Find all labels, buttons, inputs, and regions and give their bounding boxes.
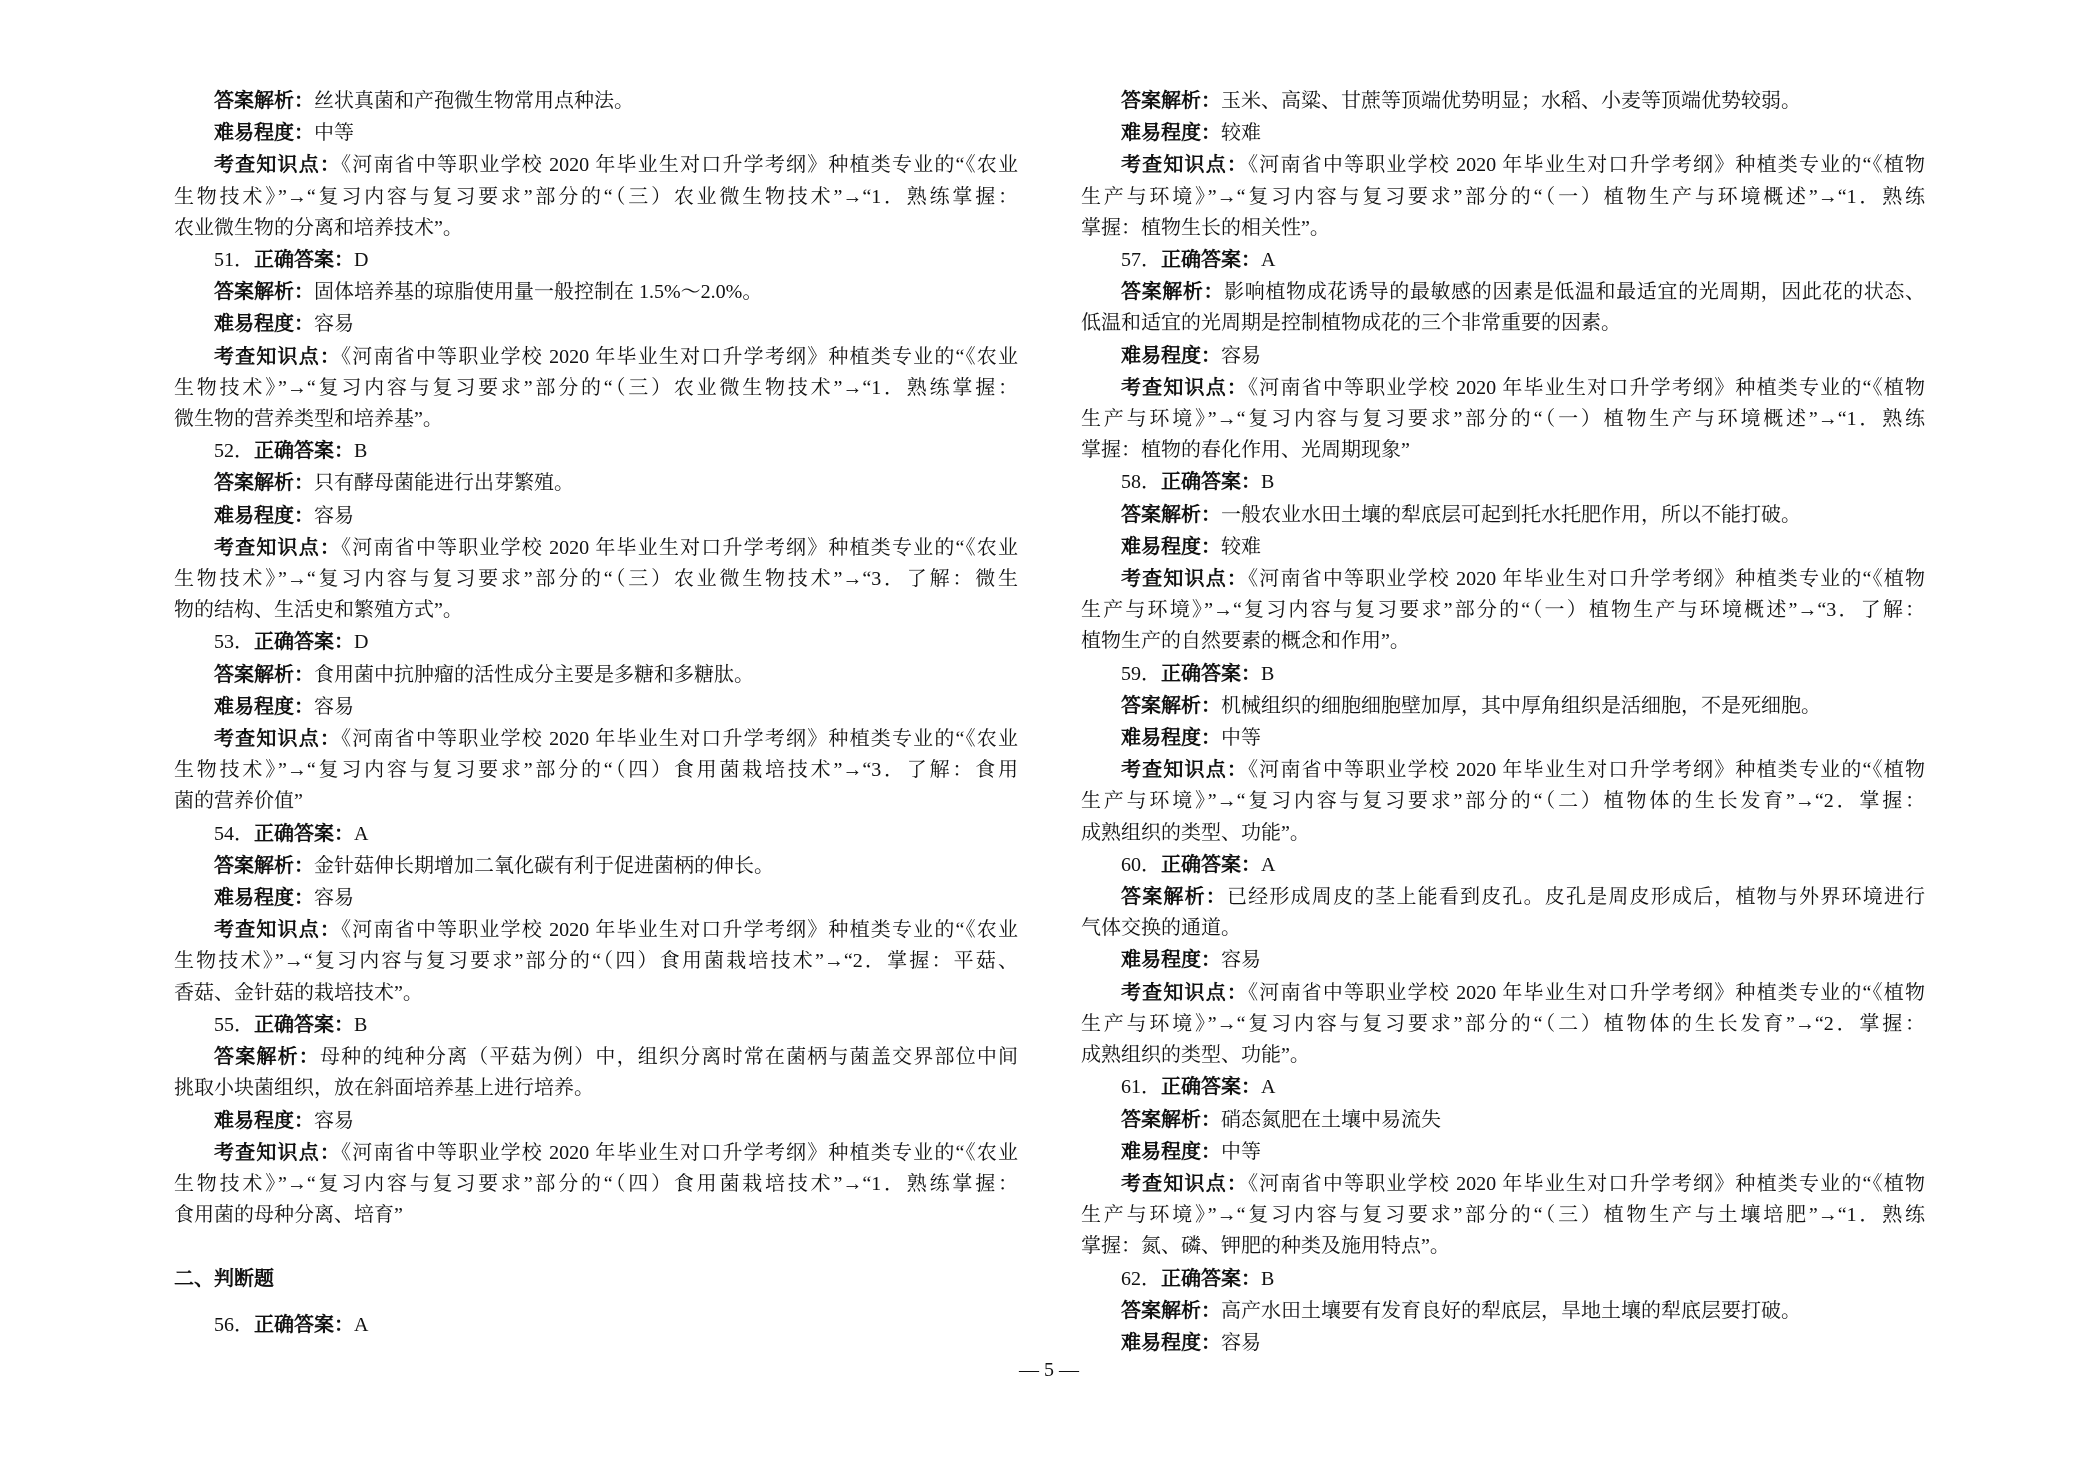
difficulty-level-label: 难易程度：	[214, 1107, 314, 1132]
knowledge-point	[1081, 149, 1925, 244]
answer-explanation-line	[1081, 308, 1925, 339]
correct-answer-value: A	[354, 822, 369, 845]
knowledge-point-line	[1081, 595, 1925, 626]
correct-answer-line	[174, 626, 1018, 658]
knowledge-point-label: 考查知识点：	[214, 1139, 342, 1164]
knowledge-point-line	[174, 532, 1018, 564]
knowledge-point-text: 生物技术》”→“复习内容与复习要求”部分的“（四）食用菌栽培技术”→“2．掌握：平菇、	[174, 950, 1018, 973]
difficulty-level-text: 中等	[314, 122, 354, 145]
knowledge-point-line	[1081, 1009, 1925, 1040]
knowledge-point-text: 生产与环境》”→“复习内容与复习要求”部分的“（一）植物生产与环境概述”→“3．了解：	[1081, 599, 1925, 622]
correct-answer-value: B	[354, 1013, 368, 1036]
knowledge-point-line	[174, 595, 1018, 626]
correct-answer-line	[174, 1309, 1018, 1341]
knowledge-point-line	[1081, 404, 1925, 435]
answer-explanation-line	[174, 659, 1018, 691]
difficulty-level-text: 中等	[1221, 727, 1261, 750]
difficulty-level-line	[1081, 531, 1925, 563]
question-number: 56．	[214, 1314, 254, 1337]
answer-explanation-text: 丝状真菌和产孢微生物常用点种法。	[314, 90, 634, 112]
answer-explanation-label: 答案解析：	[1121, 279, 1225, 304]
knowledge-point-text: 掌握：氮、磷、钾肥的种类及施用特点”。	[1081, 1235, 1450, 1258]
knowledge-point-line	[1081, 563, 1925, 595]
knowledge-point-line	[1081, 182, 1925, 213]
knowledge-point	[174, 341, 1018, 436]
knowledge-point-line	[174, 213, 1018, 244]
knowledge-point	[174, 149, 1018, 244]
knowledge-point-line	[1081, 626, 1925, 657]
knowledge-point-line	[174, 786, 1018, 817]
knowledge-point-text: 生产与环境》”→“复习内容与复习要求”部分的“（一）植物生产与环境概述”→“1．熟练	[1081, 408, 1925, 431]
answer-explanation-line	[1081, 276, 1925, 308]
difficulty-level-line	[1081, 340, 1925, 372]
difficulty-level	[1081, 722, 1925, 754]
knowledge-point-line	[174, 978, 1018, 1009]
knowledge-point	[1081, 977, 1925, 1072]
answer-explanation-text: 挑取小块菌组织，放在斜面培养基上进行培养。	[174, 1077, 594, 1100]
answer-explanation-line	[174, 850, 1018, 882]
knowledge-point-line	[1081, 1040, 1925, 1071]
correct-answer-value: A	[1261, 249, 1276, 272]
answer-explanation-text: 金针菇伸长期增加二氧化碳有利于促进菌柄的伸长。	[314, 854, 774, 877]
knowledge-point-line	[174, 149, 1018, 181]
answer-explanation-text: 气体交换的通道。	[1081, 917, 1241, 940]
knowledge-point-text: 农业微生物的分离和培养技术”。	[174, 216, 463, 239]
difficulty-level-line	[174, 308, 1018, 340]
answer-explanation-line	[1081, 1295, 1925, 1327]
answer-explanation-text: 已经形成周皮的茎上能看到皮孔。皮孔是周皮形成后，植物与外界环境进行	[1226, 886, 1926, 909]
correct-answer-label: 正确答案：	[1161, 1074, 1261, 1099]
knowledge-point-text: 《河南省中等职业学校 2020 年毕业生对口升学考纲》种植类专业的“《农业	[341, 345, 1018, 368]
correct-answer-value: D	[354, 249, 369, 272]
correct-answer-label: 正确答案：	[1161, 1265, 1261, 1290]
difficulty-level-text: 容易	[314, 1109, 354, 1132]
difficulty-level	[174, 882, 1018, 914]
answer-explanation	[174, 1041, 1018, 1104]
question-number: 59．	[1121, 662, 1161, 685]
answer-explanation	[174, 276, 1018, 308]
answer-explanation-line	[174, 1073, 1018, 1104]
knowledge-point-text: 生物技术》”→“复习内容与复习要求”部分的“（三）农业微生物技术”→“3．了解：微生	[174, 568, 1018, 591]
correct-answer-label: 正确答案：	[1161, 851, 1261, 876]
answer-explanation-text: 高产水田土壤要有发育良好的犁底层，旱地土壤的犁底层要打破。	[1221, 1299, 1801, 1322]
answer-explanation	[1081, 276, 1925, 339]
knowledge-point-text: 《河南省中等职业学校 2020 年毕业生对口升学考纲》种植类专业的“《农业	[341, 154, 1018, 177]
page-number: — 5 —	[1019, 1359, 1079, 1381]
answer-explanation-line	[174, 467, 1018, 499]
knowledge-point-line	[1081, 372, 1925, 404]
correct-answer-value: B	[354, 440, 368, 463]
question-number: 52．	[214, 440, 254, 463]
answer-explanation-text: 影响植物成花诱导的最敏感的因素是低温和最适宜的光周期，因此花的状态、	[1224, 281, 1926, 304]
difficulty-level-text: 容易	[1221, 344, 1261, 367]
knowledge-point-text: 香菇、金针菇的栽培技术”。	[174, 981, 423, 1004]
knowledge-point-text: 生物技术》”→“复习内容与复习要求”部分的“（三）农业微生物技术”→“1．熟练掌握：	[174, 185, 1018, 208]
correct-answer-line	[1081, 658, 1925, 690]
correct-answer-value: B	[1261, 1267, 1275, 1290]
knowledge-point-text: 掌握：植物生长的相关性”。	[1081, 216, 1330, 239]
answer-explanation-label: 答案解析：	[1121, 692, 1221, 717]
difficulty-level	[174, 1105, 1018, 1137]
answer-explanation-label: 答案解析：	[1121, 501, 1221, 526]
knowledge-point-text: 微生物的营养类型和培养基”。	[174, 408, 443, 431]
knowledge-point	[174, 532, 1018, 627]
answer-explanation-text: 固体培养基的琼脂使用量一般控制在 1.5%～2.0%。	[314, 281, 763, 304]
correct-answer-label: 正确答案：	[254, 820, 354, 845]
knowledge-point-line	[1081, 435, 1925, 466]
knowledge-point-line	[1081, 1168, 1925, 1200]
answer-explanation-line	[174, 1041, 1018, 1073]
answer-explanation-text: 母种的纯种分离（平菇为例）中，组织分离时常在菌柄与菌盖交界部位中间	[319, 1046, 1019, 1069]
knowledge-point-text: 生产与环境》”→“复习内容与复习要求”部分的“（一）植物生产与环境概述”→“1．熟练	[1081, 185, 1925, 208]
knowledge-point	[174, 1137, 1018, 1232]
knowledge-point-text: 《河南省中等职业学校 2020 年毕业生对口升学考纲》种植类专业的“《植物	[1248, 154, 1925, 177]
difficulty-level-text: 中等	[1221, 1140, 1261, 1163]
correct-answer-line	[174, 244, 1018, 276]
answer-explanation	[1081, 1104, 1925, 1136]
right-column	[1081, 85, 1925, 1359]
answer-explanation-label: 答案解析：	[214, 470, 314, 495]
difficulty-level-label: 难易程度：	[214, 885, 314, 910]
answer-explanation-text: 机械组织的细胞细胞壁加厚，其中厚角组织是活细胞，不是死细胞。	[1221, 694, 1821, 717]
answer-explanation-text: 只有酵母菌能进行出芽繁殖。	[314, 472, 574, 495]
left-column	[174, 85, 1018, 1342]
correct-answer-label: 正确答案：	[1161, 247, 1261, 272]
difficulty-level-line	[174, 1105, 1018, 1137]
knowledge-point-text: 生产与环境》”→“复习内容与复习要求”部分的“（二）植物体的生长发育”→“2．掌握：	[1081, 790, 1925, 813]
knowledge-point-text: 生产与环境》”→“复习内容与复习要求”部分的“（三）植物生产与土壤培肥”→“1．熟练	[1081, 1204, 1925, 1227]
knowledge-point-label: 考查知识点：	[1121, 374, 1249, 399]
knowledge-point	[1081, 754, 1925, 849]
section-heading: 二、判断题	[174, 1265, 274, 1290]
knowledge-point-label: 考查知识点：	[214, 343, 342, 368]
knowledge-point-text: 菌的营养价值”	[174, 790, 303, 813]
knowledge-point-line	[1081, 213, 1925, 244]
knowledge-point-text: 《河南省中等职业学校 2020 年毕业生对口升学考纲》种植类专业的“《植物	[1248, 759, 1925, 782]
answer-explanation-label: 答案解析：	[214, 1044, 320, 1069]
answer-explanation-text: 硝态氮肥在土壤中易流失	[1221, 1108, 1441, 1131]
knowledge-point-text: 《河南省中等职业学校 2020 年毕业生对口升学考纲》种植类专业的“《农业	[341, 1141, 1018, 1164]
correct-answer-line	[1081, 1071, 1925, 1103]
correct-answer-line	[174, 435, 1018, 467]
answer-explanation-text: 玉米、高粱、甘蔗等顶端优势明显；水稻、小麦等顶端优势较弱。	[1221, 90, 1801, 112]
question-number: 61．	[1121, 1076, 1161, 1099]
answer-explanation	[174, 659, 1018, 691]
knowledge-point-line	[174, 1169, 1018, 1200]
knowledge-point-label: 考查知识点：	[1121, 757, 1249, 782]
correct-answer-value: D	[354, 631, 369, 654]
question-number: 58．	[1121, 471, 1161, 494]
difficulty-level-label: 难易程度：	[1121, 342, 1221, 367]
answer-explanation	[1081, 499, 1925, 531]
difficulty-level-text: 容易	[314, 887, 354, 910]
knowledge-point	[1081, 1168, 1925, 1263]
difficulty-level	[1081, 117, 1925, 149]
difficulty-level-line	[174, 500, 1018, 532]
knowledge-point-text: 食用菌的母种分离、培育”	[174, 1204, 403, 1227]
knowledge-point-line	[1081, 786, 1925, 817]
knowledge-point-text: 生产与环境》”→“复习内容与复习要求”部分的“（二）植物体的生长发育”→“2．掌握：	[1081, 1012, 1925, 1035]
knowledge-point-line	[174, 914, 1018, 946]
answer-explanation-label: 答案解析：	[1121, 1106, 1221, 1131]
correct-answer-label: 正确答案：	[1161, 469, 1261, 494]
answer-explanation-line	[174, 276, 1018, 308]
answer-explanation-line	[1081, 690, 1925, 722]
knowledge-point-label: 考查知识点：	[1121, 1170, 1249, 1195]
knowledge-point-text: 《河南省中等职业学校 2020 年毕业生对口升学考纲》种植类专业的“《农业	[341, 919, 1018, 942]
answer-explanation	[174, 85, 1018, 117]
question-number: 62．	[1121, 1267, 1161, 1290]
correct-answer-label: 正确答案：	[1161, 660, 1261, 685]
knowledge-point-text: 《河南省中等职业学校 2020 年毕业生对口升学考纲》种植类专业的“《农业	[341, 728, 1018, 751]
difficulty-level-label: 难易程度：	[214, 311, 314, 336]
knowledge-point-line	[1081, 977, 1925, 1009]
answer-explanation	[1081, 881, 1925, 944]
answer-explanation-text: 一般农业水田土壤的犁底层可起到托水托肥作用，所以不能打破。	[1221, 503, 1801, 526]
correct-answer-line	[1081, 1263, 1925, 1295]
question-number: 51．	[214, 249, 254, 272]
difficulty-level-label: 难易程度：	[1121, 120, 1221, 145]
difficulty-level	[174, 691, 1018, 723]
knowledge-point-text: 《河南省中等职业学校 2020 年毕业生对口升学考纲》种植类专业的“《植物	[1248, 981, 1925, 1004]
correct-answer-value: A	[1261, 1076, 1276, 1099]
knowledge-point-text: 植物生产的自然要素的概念和作用”。	[1081, 630, 1410, 653]
knowledge-point-line	[1081, 149, 1925, 181]
difficulty-level	[1081, 531, 1925, 563]
answer-explanation-text: 食用菌中抗肿瘤的活性成分主要是多糖和多糖肽。	[314, 663, 754, 686]
knowledge-point-label: 考查知识点：	[214, 534, 342, 559]
knowledge-point-text: 掌握：植物的春化作用、光周期现象”	[1081, 439, 1410, 462]
answer-explanation-line	[1081, 1104, 1925, 1136]
knowledge-point-line	[174, 182, 1018, 213]
difficulty-level-label: 难易程度：	[214, 120, 314, 145]
difficulty-level-text: 容易	[314, 695, 354, 718]
knowledge-point	[1081, 563, 1925, 658]
difficulty-level-label: 难易程度：	[214, 502, 314, 527]
knowledge-point-text: 成熟组织的类型、功能”。	[1081, 1044, 1310, 1067]
correct-answer-label: 正确答案：	[254, 438, 354, 463]
answer-explanation-label: 答案解析：	[1121, 1297, 1221, 1322]
difficulty-level-line	[1081, 1136, 1925, 1168]
correct-answer-value: A	[354, 1314, 369, 1337]
answer-explanation-line	[1081, 913, 1925, 944]
knowledge-point-line	[174, 373, 1018, 404]
difficulty-level-label: 难易程度：	[1121, 725, 1221, 750]
knowledge-point-label: 考查知识点：	[214, 152, 342, 177]
question-number: 53．	[214, 631, 254, 654]
answer-explanation-label: 答案解析：	[214, 279, 314, 304]
knowledge-point-line	[174, 723, 1018, 755]
correct-answer-line	[1081, 466, 1925, 498]
answer-explanation	[1081, 690, 1925, 722]
knowledge-point-line	[1081, 1231, 1925, 1262]
difficulty-level	[174, 308, 1018, 340]
difficulty-level-line	[174, 882, 1018, 914]
knowledge-point	[174, 723, 1018, 818]
difficulty-level-label: 难易程度：	[1121, 533, 1221, 558]
difficulty-level-text: 容易	[314, 504, 354, 527]
knowledge-point-line	[174, 1200, 1018, 1231]
knowledge-point	[1081, 372, 1925, 467]
correct-answer-label: 正确答案：	[254, 247, 354, 272]
knowledge-point-text: 《河南省中等职业学校 2020 年毕业生对口升学考纲》种植类专业的“《植物	[1248, 568, 1925, 591]
knowledge-point-line	[1081, 818, 1925, 849]
correct-answer-value: A	[1261, 853, 1276, 876]
knowledge-point-line	[174, 404, 1018, 435]
difficulty-level	[174, 117, 1018, 149]
answer-explanation-line	[1081, 499, 1925, 531]
knowledge-point-text: 成熟组织的类型、功能”。	[1081, 821, 1310, 844]
difficulty-level	[1081, 340, 1925, 372]
knowledge-point-label: 考查知识点：	[214, 726, 342, 751]
knowledge-point-label: 考查知识点：	[214, 917, 342, 942]
correct-answer-label: 正确答案：	[254, 1312, 354, 1337]
answer-explanation-line	[1081, 881, 1925, 913]
knowledge-point-text: 《河南省中等职业学校 2020 年毕业生对口升学考纲》种植类专业的“《植物	[1248, 1172, 1925, 1195]
difficulty-level-line	[1081, 117, 1925, 149]
knowledge-point-text: 生物技术》”→“复习内容与复习要求”部分的“（四）食用菌栽培技术”→“3．了解：食用	[174, 759, 1018, 782]
answer-explanation	[174, 467, 1018, 499]
correct-answer-value: B	[1261, 471, 1275, 494]
difficulty-level-line	[1081, 722, 1925, 754]
answer-explanation-text: 低温和适宜的光周期是控制植物成花的三个非常重要的因素。	[1081, 312, 1621, 335]
knowledge-point-label: 考查知识点：	[1121, 152, 1249, 177]
knowledge-point-label: 考查知识点：	[1121, 979, 1249, 1004]
difficulty-level-label: 难易程度：	[1121, 1329, 1221, 1354]
difficulty-level-line	[174, 117, 1018, 149]
answer-explanation	[1081, 1295, 1925, 1327]
difficulty-level-label: 难易程度：	[1121, 1138, 1221, 1163]
difficulty-level	[1081, 944, 1925, 976]
question-number: 55．	[214, 1013, 254, 1036]
knowledge-point	[174, 914, 1018, 1009]
question-number: 57．	[1121, 249, 1161, 272]
correct-answer-label: 正确答案：	[254, 629, 354, 654]
knowledge-point-text: 生物技术》”→“复习内容与复习要求”部分的“（四）食用菌栽培技术”→“1．熟练掌握：	[174, 1172, 1018, 1195]
difficulty-level-label: 难易程度：	[1121, 947, 1221, 972]
knowledge-point-line	[174, 1137, 1018, 1169]
knowledge-point-line	[1081, 1200, 1925, 1231]
knowledge-point-line	[174, 341, 1018, 373]
difficulty-level-text: 较难	[1221, 122, 1261, 145]
difficulty-level-label: 难易程度：	[214, 693, 314, 718]
answer-explanation-line	[174, 85, 1018, 117]
difficulty-level-line	[1081, 944, 1925, 976]
answer-explanation-label: 答案解析：	[214, 852, 314, 877]
knowledge-point-text: 《河南省中等职业学校 2020 年毕业生对口升学考纲》种植类专业的“《农业	[341, 536, 1018, 559]
answer-explanation	[174, 850, 1018, 882]
knowledge-point-text: 《河南省中等职业学校 2020 年毕业生对口升学考纲》种植类专业的“《植物	[1248, 376, 1925, 399]
answer-explanation	[1081, 85, 1925, 117]
knowledge-point-text: 物的结构、生活史和繁殖方式”。	[174, 599, 463, 622]
difficulty-level-text: 容易	[1221, 1331, 1261, 1354]
correct-answer-label: 正确答案：	[254, 1011, 354, 1036]
knowledge-point-line	[1081, 754, 1925, 786]
difficulty-level-line	[174, 691, 1018, 723]
difficulty-level-text: 容易	[1221, 949, 1261, 972]
question-number: 54．	[214, 822, 254, 845]
correct-answer-line	[1081, 849, 1925, 881]
knowledge-point-line	[174, 946, 1018, 977]
knowledge-point-text: 生物技术》”→“复习内容与复习要求”部分的“（三）农业微生物技术”→“1．熟练掌握：	[174, 376, 1018, 399]
correct-answer-line	[174, 1009, 1018, 1041]
knowledge-point-line	[174, 564, 1018, 595]
answer-explanation-label: 答案解析：	[1121, 88, 1221, 112]
answer-explanation-line	[1081, 85, 1925, 117]
difficulty-level	[174, 500, 1018, 532]
knowledge-point-line	[174, 755, 1018, 786]
difficulty-level-text: 容易	[314, 313, 354, 336]
knowledge-point-label: 考查知识点：	[1121, 566, 1249, 591]
correct-answer-line	[1081, 244, 1925, 276]
difficulty-level	[1081, 1136, 1925, 1168]
answer-explanation-label: 答案解析：	[1121, 884, 1227, 909]
correct-answer-value: B	[1261, 662, 1275, 685]
answer-explanation-label: 答案解析：	[214, 88, 314, 112]
answer-explanation-label: 答案解析：	[214, 661, 314, 686]
difficulty-level-text: 较难	[1221, 535, 1261, 558]
correct-answer-line	[174, 818, 1018, 850]
question-number: 60．	[1121, 853, 1161, 876]
